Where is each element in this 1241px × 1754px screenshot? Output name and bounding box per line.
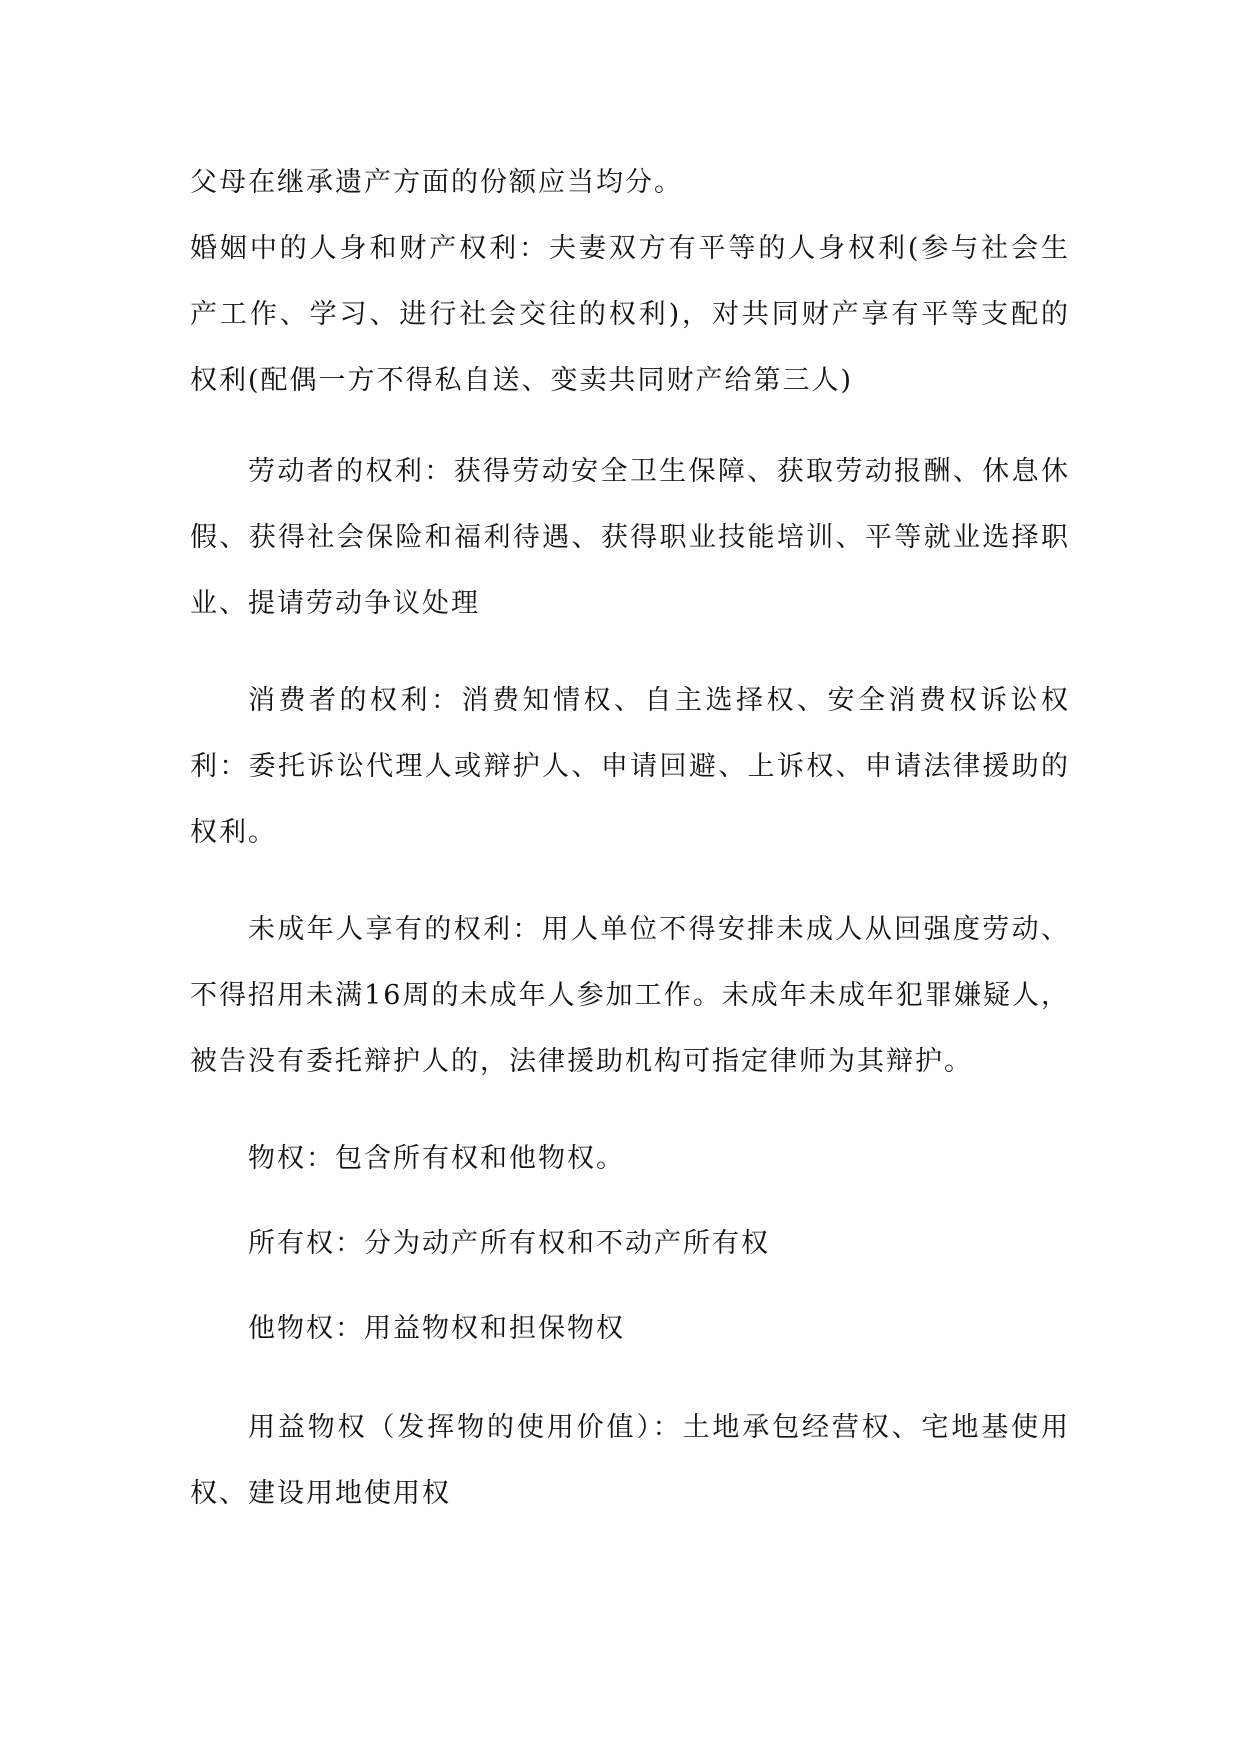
paragraph-marriage-rights: 婚姻中的人身和财产权利：夫妻双方有平等的人身权利(参与社会生产工作、学习、进行社会交往的权利)，对共同财产享有平等支配的权利(配偶一方不得私自送、变卖共同财产给第三人) [190,233,1070,396]
paragraph-other-real-rights: 他物权：用益物权和担保物权 [248,1313,625,1344]
paragraph-real-rights: 物权：包含所有权和他物权。 [248,1143,625,1174]
paragraph-ownership: 所有权：分为动产所有权和不动产所有权 [248,1228,770,1259]
paragraph-worker-rights: 劳动者的权利：获得劳动安全卫生保障、获取劳动报酬、休息休假、获得社会保险和福利待遇、获得职业技能培训、平等就业选择职业、提请劳动争议处理 [190,456,1070,619]
paragraph-usufruct-rights: 用益物权（发挥物的使用价值）：土地承包经营权、宅地基使用权、建设用地使用权 [190,1412,1070,1509]
paragraph-consumer-rights: 消费者的权利：消费知情权、自主选择权、安全消费权诉讼权利：委托诉讼代理人或辩护人、申请回避、上诉权、申请法律援助的权利。 [190,685,1070,848]
paragraph-minor-rights: 未成年人享有的权利：用人单位不得安排未成人从回强度劳动、不得招用未满16周的未成年人参加工作。未成年未成年犯罪嫌疑人，被告没有委托辩护人的，法律援助机构可指定律师为其辩护。 [190,914,1070,1077]
paragraph-inheritance-share: 父母在继承遗产方面的份额应当均分。 [190,167,683,198]
